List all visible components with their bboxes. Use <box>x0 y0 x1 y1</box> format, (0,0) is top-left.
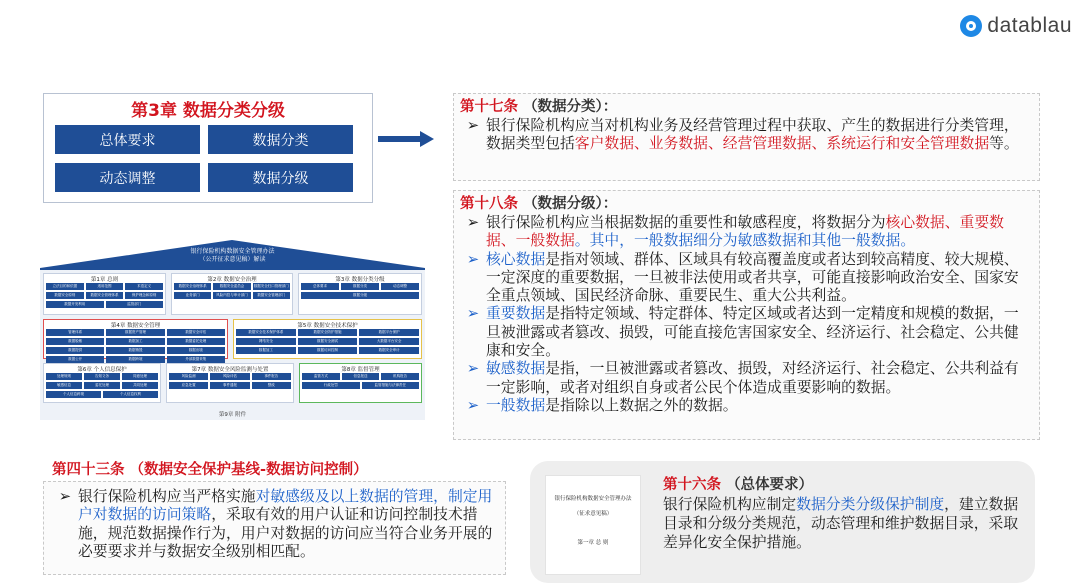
article-16-number: 第十六条 <box>663 477 721 493</box>
article-18-bullet-sensitive <box>460 360 1033 397</box>
arrow-bullet-icon: ➢ <box>466 396 480 414</box>
framework-section-cells <box>167 372 293 390</box>
framework-cell: 委托处理 <box>84 382 120 389</box>
framework-cell: 总体要求 <box>301 283 339 290</box>
arrow-bullet-icon: ➢ <box>466 214 480 231</box>
article-43-text-end: ，采取有效的用户认证和访问控制技术措施，规范数据操作行为，用户对数据的访问应当符合业务开展的必要要求并与数据安全级别相匹配。 <box>78 506 493 560</box>
chapter-item-classification: 数据分类 <box>208 125 353 154</box>
article-18-panel <box>453 190 1040 440</box>
framework-cell: 保护理念和原则 <box>125 292 163 299</box>
framework-cell: 外部数据采集 <box>167 356 225 363</box>
document-cover-image <box>545 475 641 575</box>
framework-cell: 数据开发利用 <box>46 301 104 308</box>
article-17-bullet <box>460 117 1033 154</box>
framework-cell: 告知义务 <box>84 373 120 380</box>
article-16-text-a: 银行保险机构应制定 <box>663 496 797 513</box>
article-43-text: 银行保险机构应当严格实施 <box>78 488 256 505</box>
arrow-bullet-icon: ➢ <box>466 117 480 134</box>
framework-cell: 处理规则 <box>46 373 82 380</box>
framework-section-title: 第5章 数据安全技术保护 <box>297 323 358 329</box>
article-18-subtitle: （数据分级）： <box>523 196 618 212</box>
framework-roof-line2: （公开征求意见稿）解读 <box>199 256 266 263</box>
framework-cell: 数据安全测试 <box>298 338 358 345</box>
framework-cell: 数据脱敏 <box>46 338 104 345</box>
framework-cell: 个人信息跨境 <box>46 391 101 398</box>
framework-cell: 数据安全管理部门 <box>253 292 290 299</box>
article-17-data-types: 客户数据、业务数据、经营管理数据、系统运行和安全管理数据 <box>574 135 990 153</box>
doc-cover-subtitle: （征求意见稿） <box>573 511 613 517</box>
framework-section <box>233 319 422 359</box>
framework-section-cells <box>44 282 165 309</box>
arrow-bullet-icon: ➢ <box>466 360 480 378</box>
framework-cell: 敏感信息 <box>46 382 82 389</box>
framework-cell: 应急处置 <box>169 382 208 389</box>
framework-cell: 数据销毁 <box>106 347 164 354</box>
framework-section <box>43 273 166 315</box>
framework-cell: 数据公开 <box>46 356 104 363</box>
article-16-title <box>663 476 1025 495</box>
framework-cell: 风险监测 <box>169 373 208 380</box>
chapter-title: 第3章 数据分类分级 <box>131 101 285 121</box>
framework-section-cells <box>44 328 227 364</box>
article-43-bullet <box>52 488 497 561</box>
important-data-term: 重要数据 <box>486 305 546 323</box>
framework-cell: 数据安全管理体系 <box>86 292 124 299</box>
framework-cell: 共同处理 <box>122 382 158 389</box>
article-18-title <box>460 195 1033 214</box>
chapter-item-dynamic: 动态调整 <box>55 163 200 192</box>
article-18-bullet-general <box>460 397 1033 415</box>
framework-cell: 事件通报 <box>210 382 249 389</box>
framework-cell: 监管措施与法律责任 <box>362 382 420 389</box>
chapter-item-grading: 数据分级 <box>208 163 353 192</box>
framework-section-title: 第7章 数据安全风险监测与处置 <box>191 367 269 373</box>
general-data-term: 一般数据 <box>486 396 546 414</box>
framework-cell: 个人信息权利 <box>103 391 158 398</box>
framework-cell: 数据安全治理体系 <box>174 283 211 290</box>
chapter-item-general: 总体要求 <box>55 125 200 154</box>
framework-footer: 第9章 附件 <box>218 412 247 418</box>
article-16-highlight: 数据分类分级保护制度 <box>796 496 945 513</box>
framework-section-cells <box>299 282 421 300</box>
framework-cell: 行政处罚 <box>302 382 360 389</box>
article-43-panel <box>43 481 506 575</box>
framework-cell: 数据访问控制 <box>298 347 358 354</box>
framework-section-cells <box>44 372 160 399</box>
levels-text: 银行保险机构应当根据数据的重要性和敏感程度，将数据分为 <box>486 214 886 231</box>
framework-section <box>166 363 294 403</box>
framework-section-title: 第2章 数据安全治理 <box>207 277 257 283</box>
framework-section-cells <box>300 372 421 390</box>
framework-cell: 数据提供 <box>46 347 104 354</box>
levels-names: 核心数据、重要数据、一般数据 <box>486 214 1004 250</box>
framework-cell: 数据委托处理 <box>167 338 225 345</box>
framework-cell: 数据平台保护 <box>359 329 419 336</box>
article-43-title-text: 第四十三条 （数据安全保护基线-数据访问控制） <box>52 462 368 478</box>
article-17-subtitle: （数据分类）： <box>523 99 618 115</box>
datablau-logo <box>960 14 1072 38</box>
framework-section <box>299 363 422 403</box>
important-data-definition: 是指特定领域、特定群体、特定区域或者达到一定精度和规模的数据，一旦被泄露或者篡改、损毁，可能直接危害国家安全、经济运行、社会稳定、公共健康和安全。 <box>486 305 1019 360</box>
framework-cell: 数据出境 <box>167 347 225 354</box>
framework-section <box>171 273 293 315</box>
framework-diagram <box>40 240 425 420</box>
article-17-text: 银行保险机构应当对机构业务及经营管理过程中获取、产生的数据进行分类管理，数据类型包括 <box>486 117 1019 153</box>
framework-cell: 管理体系 <box>46 329 104 336</box>
levels-note: 。其中，一般数据细分为敏感数据和其他一般数据。 <box>574 232 916 250</box>
doc-cover-chapter: 第一章 总 则 <box>577 540 609 546</box>
framework-section-cells <box>172 282 292 300</box>
framework-section <box>43 319 228 359</box>
framework-cell: 数据分级 <box>301 292 419 299</box>
framework-cell: 机构报告 <box>381 373 419 380</box>
sensitive-data-term: 敏感数据 <box>486 360 546 378</box>
framework-cell: 数据资产管理 <box>106 329 164 336</box>
article-16-text-b: ，建立数据目录和分级分类规范，动态管理和维护数据目录，采取差异化安全保护措施。 <box>663 496 1019 551</box>
core-data-definition: 是指对领域、群体、区域具有较高覆盖度或者达到较高精度、较大规模、一定深度的重要数据，一旦被非法使用或者共享，可能直接影响政治安全、国家安全重点领域、国民经济命脉、重要民生、重大公共利益。 <box>486 250 1019 305</box>
framework-cell: 风险评估 <box>210 373 249 380</box>
framework-cell: 适用范围 <box>86 283 124 290</box>
article-16-text <box>663 495 1025 552</box>
framework-cell: 同意处理 <box>122 373 158 380</box>
framework-cell: 动态调整 <box>381 283 419 290</box>
doc-cover-title: 银行保险机构数据安全管理办法 <box>554 496 632 502</box>
article-17-number: 第十七条 <box>460 99 518 115</box>
framework-cell: 数据安全防护措施 <box>298 329 358 336</box>
framework-cell: 数据跨境 <box>106 356 164 363</box>
arrow-bullet-icon: ➢ <box>466 250 480 268</box>
framework-section-title: 第8章 监督管理 <box>341 367 380 373</box>
article-17-title <box>460 98 1033 117</box>
framework-cell: 数据安全原则 <box>46 292 84 299</box>
framework-cell: 数据安全归口管理部门 <box>253 284 289 288</box>
framework-cell: 数据加工 <box>236 347 296 354</box>
framework-cell: 整改 <box>252 382 291 389</box>
arrow-bullet-icon: ➢ <box>466 305 480 323</box>
chapter-3-box <box>43 93 373 203</box>
framework-section-cells <box>234 328 421 355</box>
right-arrow-icon <box>378 131 436 147</box>
article-43-highlight: 对敏感级及以上数据的管理，制定用户对数据的访问策略 <box>78 488 493 524</box>
article-17-text-end: 等。 <box>989 135 1019 153</box>
core-data-term: 核心数据 <box>486 250 546 268</box>
framework-section <box>43 363 161 403</box>
article-18-number: 第十八条 <box>460 196 518 212</box>
article-43-title <box>52 458 368 479</box>
framework-cell: 大数据平台安全 <box>359 338 419 345</box>
framework-cell: 数据安全技术保护体系 <box>236 329 296 336</box>
framework-section-title: 第3章 数据分类分级 <box>335 277 385 283</box>
article-16-subtitle: （总体要求） <box>726 477 814 493</box>
framework-cell: 监管部门 <box>106 301 164 308</box>
sensitive-data-definition: 是指，一旦被泄露或者篡改、损毁，对经济运行、社会稳定、公共利益有一定影响，或者对组织自身或者公民个体造成重要影响的数据。 <box>486 360 1019 396</box>
framework-section <box>298 273 422 315</box>
framework-cell: 术语定义 <box>125 283 163 290</box>
framework-cell: 数据加工 <box>106 338 164 345</box>
logo-text: datablau <box>987 14 1072 37</box>
framework-cell: 风险内控与审计部门 <box>213 292 250 299</box>
framework-cell: 信息报送 <box>342 373 380 380</box>
framework-cell: 网络安全 <box>236 338 296 345</box>
article-16-body <box>663 476 1025 552</box>
framework-section-title: 第4章 数据安全管理 <box>110 323 161 329</box>
framework-roof-line1: 银行保险机构数据安全管理办法 <box>190 248 275 255</box>
article-18-bullet-core <box>460 251 1033 306</box>
framework-cell: 立法目的和依据 <box>46 283 84 290</box>
article-18-bullet-important <box>460 305 1033 360</box>
framework-cell: 数据分类 <box>341 283 379 290</box>
framework-section-title: 第1章 总则 <box>90 277 119 283</box>
framework-section-title: 第6章 个人信息保护 <box>77 367 127 373</box>
arrow-bullet-icon: ➢ <box>58 488 72 505</box>
framework-cell: 数据安全评估 <box>167 329 225 336</box>
framework-cell: 业务部门 <box>174 292 211 299</box>
article-17-panel <box>453 93 1040 181</box>
article-18-bullet-levels <box>460 214 1033 251</box>
datablau-logo-icon <box>960 15 982 37</box>
general-data-definition: 是指除以上数据之外的数据。 <box>545 396 738 414</box>
framework-base <box>40 270 425 420</box>
framework-cell: 数据安全审计 <box>359 347 419 354</box>
framework-cell: 数据安全委员会 <box>213 283 250 290</box>
framework-cell: 事件报告 <box>252 373 291 380</box>
framework-cell: 监管方式 <box>302 373 340 380</box>
